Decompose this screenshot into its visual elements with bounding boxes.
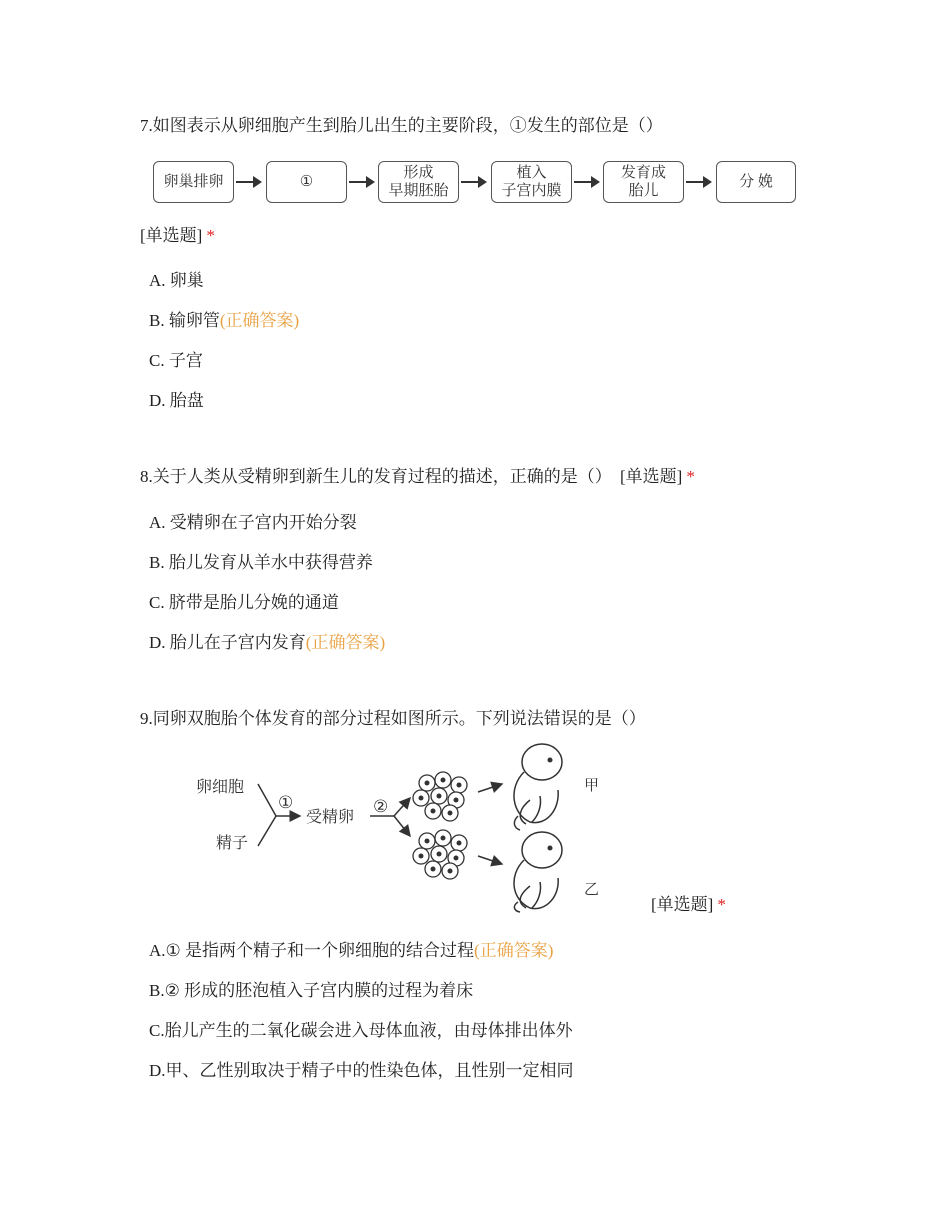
question-type-label: [单选题] (651, 895, 714, 914)
arrow-split-down (394, 816, 410, 836)
flow-step-ovary-ovulation: 卵巢排卵 (153, 161, 234, 203)
flow-arrow (349, 181, 373, 183)
question-7-title: 7.如图表示从卵细胞产生到胎儿出生的主要阶段，①发生的部位是（） (140, 116, 663, 135)
q7-option-d[interactable] (149, 389, 204, 413)
correct-answer-tag: (正确答案) (474, 941, 554, 960)
label-twin-b: 乙 (584, 882, 600, 898)
q7-option-c[interactable] (149, 349, 203, 373)
flow-arrow (236, 181, 260, 183)
q7-option-a[interactable] (149, 269, 204, 293)
required-mark: * (686, 467, 695, 486)
label-egg-cell: 卵细胞 (196, 779, 245, 796)
required-mark: * (206, 226, 215, 245)
fetus-b (514, 832, 562, 912)
flow-step-delivery: 分 娩 (716, 161, 796, 203)
option-text: C. 脐带是胎儿分娩的通道 (149, 593, 339, 612)
correct-answer-tag: (正确答案) (219, 311, 300, 330)
flow-arrow (461, 181, 485, 183)
correct-answer-tag: (正确答案) (305, 633, 386, 652)
flow-step-fetus: 发育成 胎儿 (603, 161, 684, 203)
twins-development-diagram (190, 738, 610, 914)
option-text: D. 胎盘 (149, 391, 204, 410)
option-text: C. 子宫 (149, 351, 203, 370)
label-step-1: ① (278, 793, 294, 812)
merge-lines (258, 784, 276, 846)
question-type-label: [单选题] (140, 226, 203, 245)
option-text: D.甲、乙性别取决于精子中的性染色体，且性别一定相同 (149, 1061, 574, 1080)
label-step-2: ② (373, 797, 389, 816)
option-text: D. 胎儿在子宫内发育 (149, 633, 306, 652)
q9-option-b[interactable] (149, 979, 473, 1003)
required-mark: * (717, 895, 726, 914)
label-zygote: 受精卵 (306, 809, 355, 826)
question-text: 8.关于人类从受精卵到新生儿的发育过程的描述，正确的是（） (140, 467, 612, 486)
option-text: B.② 形成的胚泡植入子宫内膜的过程为着床 (149, 981, 474, 1000)
flow-arrow (686, 181, 710, 183)
option-text: A.① 是指两个精子和一个卵细胞的结合过程 (149, 941, 475, 960)
question-7-type (140, 224, 215, 248)
q7-option-b[interactable] (149, 309, 299, 333)
q9-option-c[interactable] (149, 1019, 573, 1043)
option-text: B. 输卵管 (149, 311, 220, 330)
q8-option-a[interactable] (149, 511, 357, 535)
label-sperm: 精子 (216, 835, 249, 852)
q8-option-c[interactable] (149, 591, 339, 615)
q8-option-d[interactable] (149, 631, 385, 655)
flow-step-implant: 植入 子宫内膜 (491, 161, 572, 203)
q9-option-a[interactable] (149, 939, 553, 963)
label-twin-a: 甲 (584, 778, 600, 794)
option-text: A. 卵巢 (149, 271, 204, 290)
arrow-to-fetus-b (478, 856, 502, 864)
flow-step-early-embryo: 形成 早期胚胎 (378, 161, 459, 203)
question-8-title (140, 465, 695, 489)
option-text: A. 受精卵在子宫内开始分裂 (149, 513, 357, 532)
flow-arrow (574, 181, 598, 183)
question-9-type (651, 893, 726, 917)
question-type-label: [单选题] (620, 467, 683, 486)
flow-step-1: ① (266, 161, 347, 203)
q9-option-d[interactable] (149, 1059, 574, 1083)
arrow-to-fetus-a (478, 784, 502, 792)
arrow-split-up (394, 798, 410, 816)
q8-option-b[interactable] (149, 551, 373, 575)
option-text: B. 胎儿发育从羊水中获得营养 (149, 553, 373, 572)
question-9-title: 9.同卵双胞胎个体发育的部分过程如图所示。下列说法错误的是（） (140, 709, 646, 728)
fetus-a (514, 744, 562, 830)
option-text: C.胎儿产生的二氧化碳会进入母体血液，由母体排出体外 (149, 1021, 573, 1040)
